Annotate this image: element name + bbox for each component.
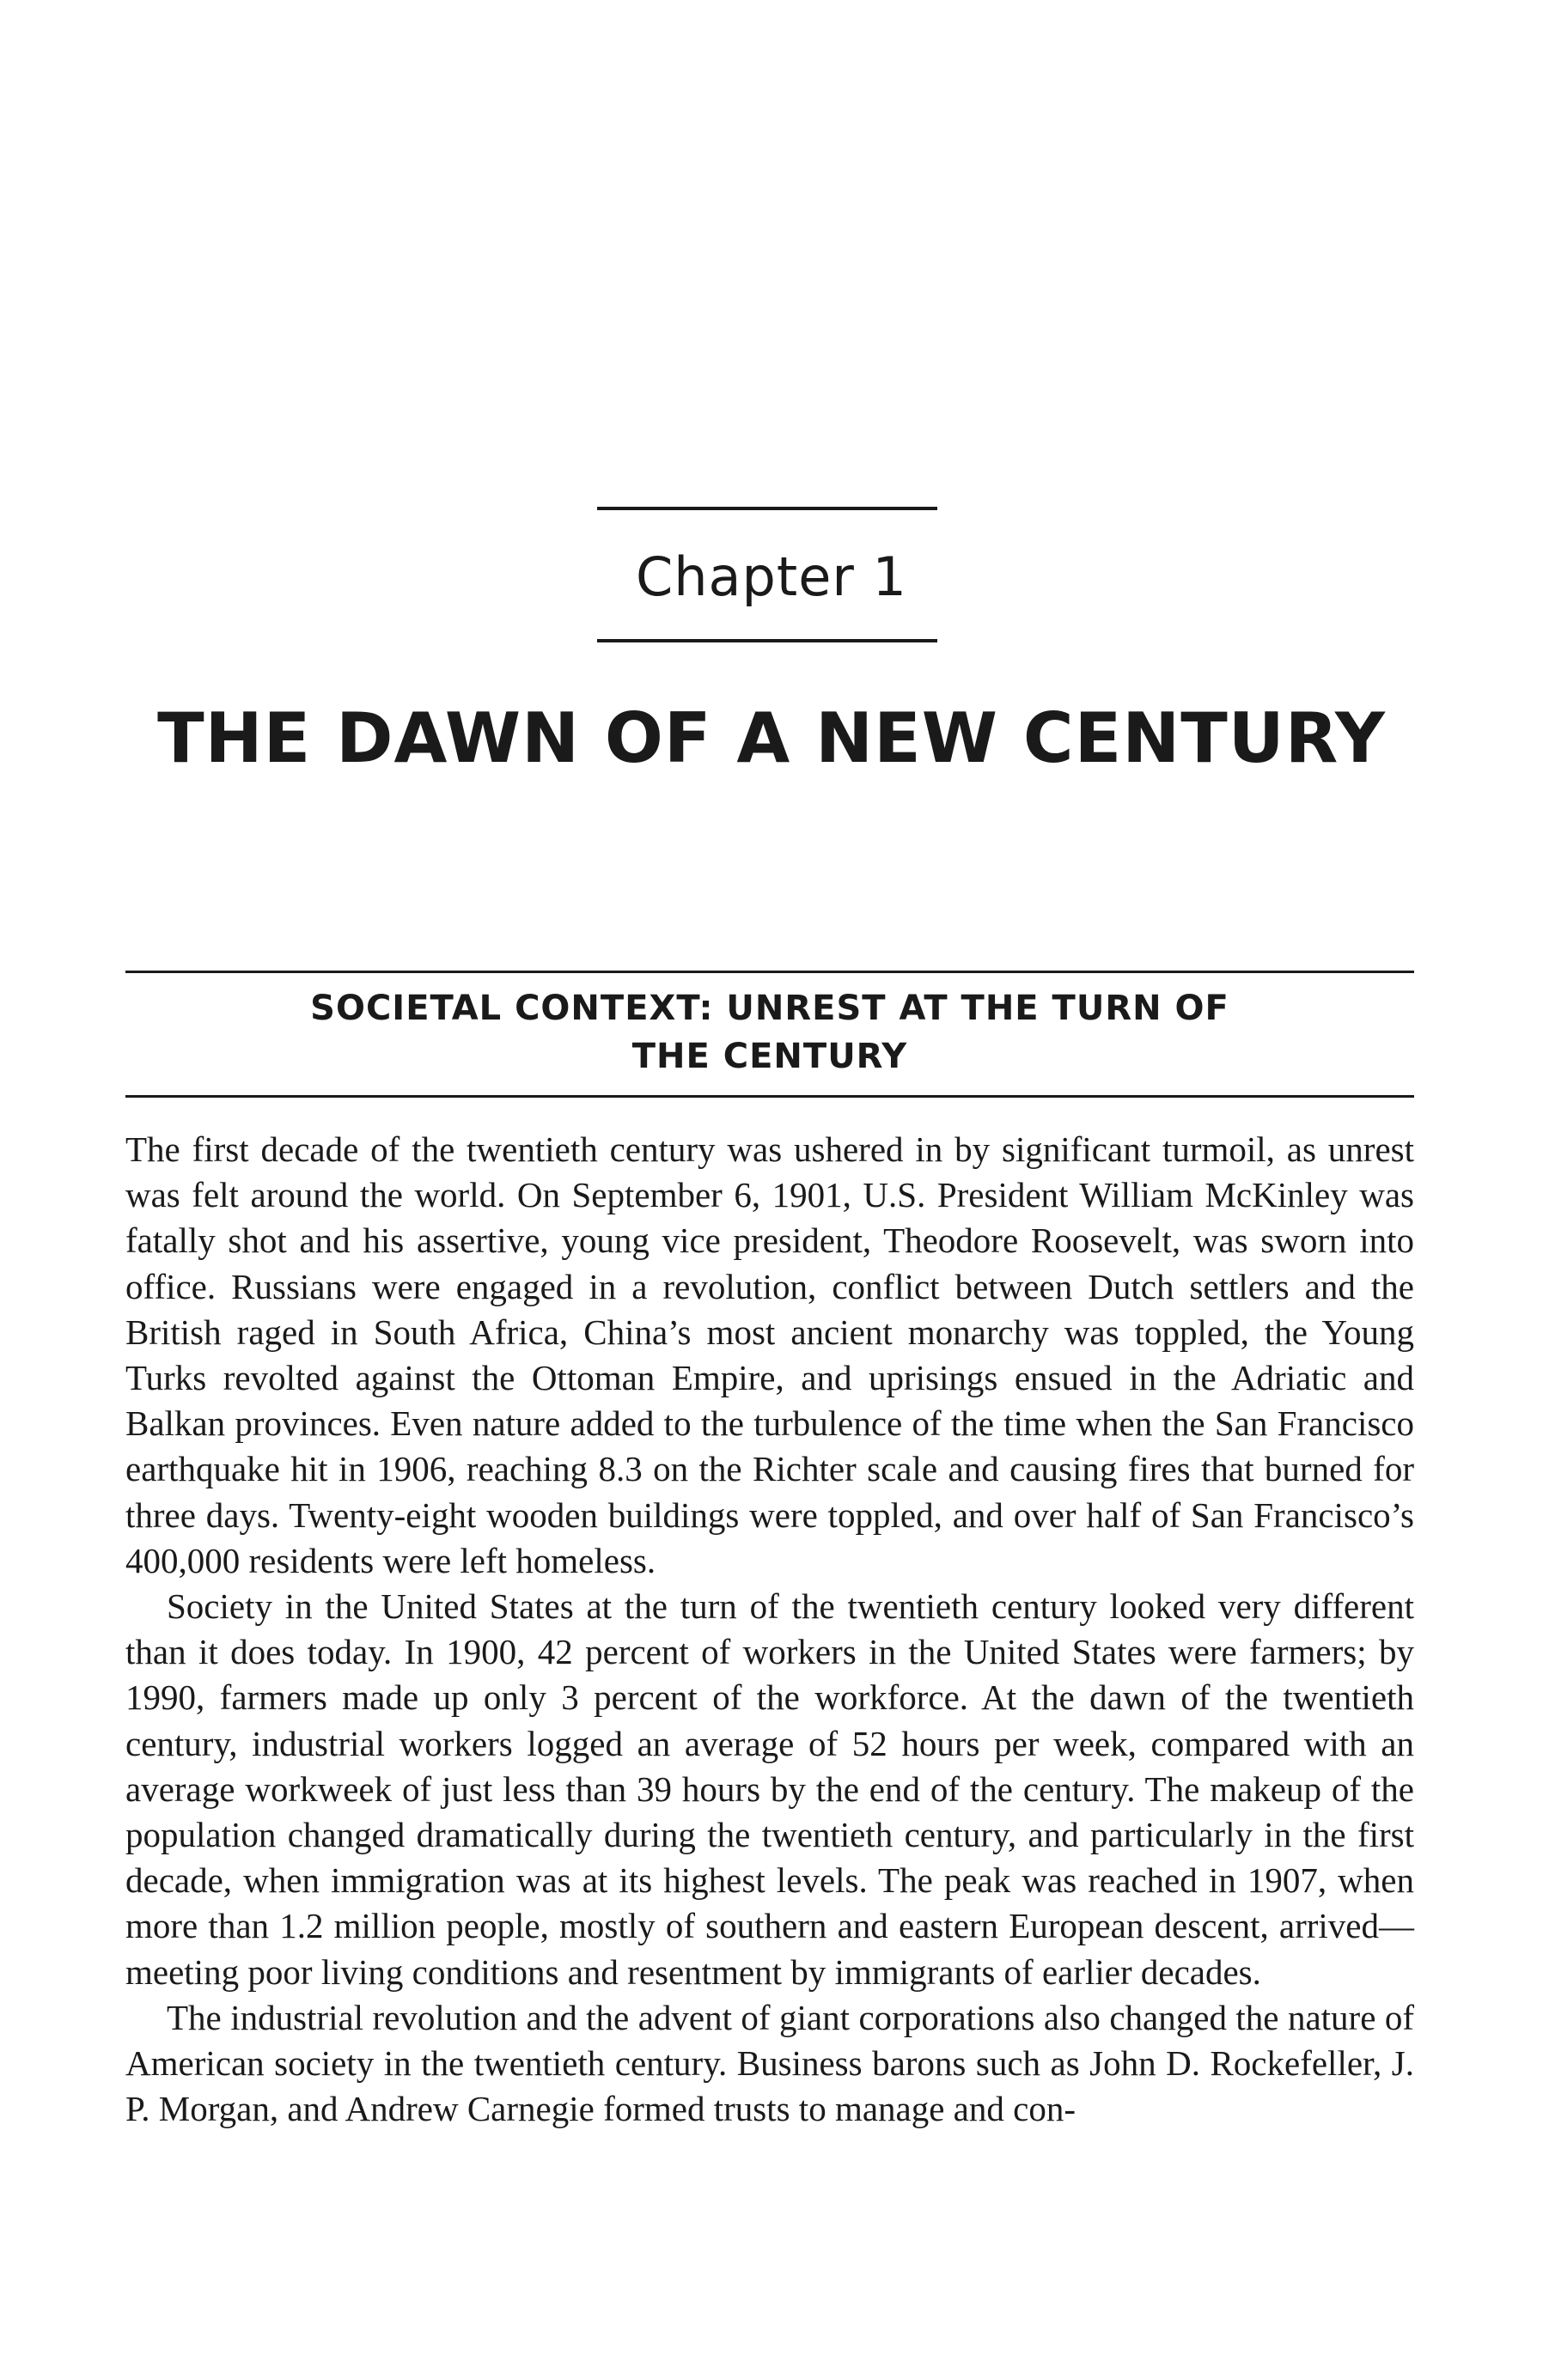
- section-rule-top: [125, 971, 1414, 973]
- paragraph-1: The first decade of the twentieth century was ushered in by significant turmoil, as unrest was felt around the world. On September 6, 1901, U.S. President William McKinley was fatally shot and his assertive, young vice president, Theodore Roosevelt, was sworn into office. Russians were engaged in a revolution, conflict between Dutch settlers and the British raged in South Africa, China’s most ancient monarchy was toppled, the Young Turks revolted against the Ottoman Empire, and uprisings ensued in the Adriatic and Balkan provinces. Even nature added to the turbulence of the time when the San Francisco earthquake hit in 1906, reaching 8.3 on the Richter scale and causing fires that burned for three days. Twenty-eight wooden buildings were toppled, and over half of San Francisco’s 400,000 residents were left homeless.: [125, 1129, 1414, 1580]
- section-heading-line-1: SOCIETAL CONTEXT: UNREST AT THE TURN OF: [310, 989, 1229, 1028]
- paragraph-2: Society in the United States at the turn of the twentieth century looked very different than it does today. In 1900, 42 percent of workers in the United States were farmers; by 1990, farmers made up only 3 percent of the workforce. At the dawn of the twentieth century, industrial workers logged an average of 52 hours per week, compared with an average workweek of just less than 39 hours by the end of the century. The makeup of the population changed dramatically during the twentieth century, and particularly in the first decade, when immigration was at its highest levels. The peak was reached in 1907, when more than 1.2 million people, mostly of southern and eastern European descent, arrived—meeting poor living conditions and resentment by immigrants of earlier decades.: [125, 1586, 1414, 1992]
- section-heading-line-2: THE CENTURY: [631, 1037, 908, 1076]
- chapter-label: Chapter 1: [635, 545, 908, 608]
- section-rule-bottom: [125, 1095, 1414, 1098]
- chapter-rule-top: [597, 507, 937, 510]
- chapter-title: THE DAWN OF A NEW CENTURY: [157, 698, 1386, 778]
- chapter-rule-bottom: [597, 639, 937, 642]
- body-text: [125, 1127, 1414, 2132]
- paragraph-3: The industrial revolution and the advent of giant corporations also changed the nature of American society in the twentieth century. Business barons such as John D. Rockefeller, J. P. Morgan, and Andrew Carnegie formed trusts to manage and con-: [125, 1997, 1414, 2129]
- section-heading: [125, 984, 1414, 1080]
